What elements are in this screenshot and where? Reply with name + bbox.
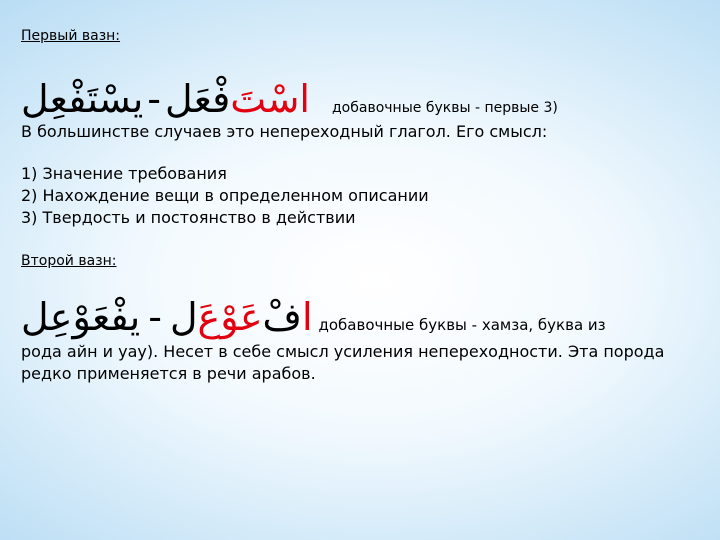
second-wazn-form-line [21, 295, 606, 339]
second-wazn-separator: - [148, 295, 162, 339]
meaning-item: 3) Твердость и постоянство в действии [21, 208, 356, 227]
first-wazn-added-letters: اسْتَ [230, 77, 310, 121]
first-wazn-heading: Первый вазн: [21, 28, 121, 44]
first-wazn-imperfect: يسْتَفْعِل [21, 77, 144, 121]
meaning-item: 2) Нахождение вещи в определенном описании [21, 186, 429, 205]
first-wazn-perfect-root: فْعَل [165, 77, 231, 121]
second-wazn-final-lam: ل [169, 295, 198, 339]
meaning-item: 1) Значение требования [21, 164, 227, 183]
second-wazn-imperfect: يفْعَوْعِل [21, 295, 141, 339]
second-wazn-fa: فْ [262, 295, 302, 339]
second-wazn-note: добавочные буквы - хамза, буква из [318, 316, 606, 334]
second-wazn-description: рода айн и уау). Несет в себе смысл усиления непереходности. Эта порода редко применяется в речи арабов. [21, 342, 665, 383]
first-wazn-separator: - [147, 77, 161, 121]
first-wazn-meaning-intro: В большинстве случаев это непереходный глагол. Его смысл: [21, 122, 548, 141]
second-wazn-heading: Второй вазн: [21, 253, 117, 269]
second-wazn-hamza-alif: ا [301, 295, 313, 339]
first-wazn-form-line [21, 77, 558, 121]
first-wazn-note: добавочные буквы - первые 3) [332, 100, 558, 116]
second-wazn-added-letters: عَوْعَ [197, 295, 263, 339]
